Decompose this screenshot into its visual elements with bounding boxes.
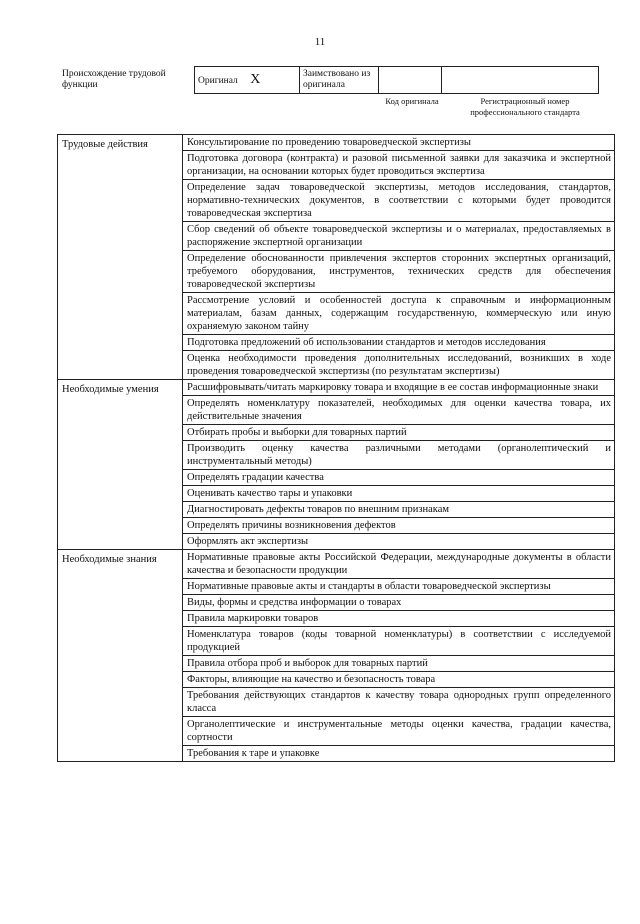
- section-item: Определять градации качества: [183, 470, 615, 486]
- reg-caption: Регистрационный номер профессионального стандарта: [470, 96, 580, 117]
- code-cell: [379, 67, 442, 94]
- section-item: Нормативные правовые акты и стандарты в области товароведческой экспертизы: [183, 579, 615, 595]
- page-number: 11: [314, 36, 326, 48]
- original-cell: [195, 67, 300, 94]
- borrowed-cell: Заимствовано из оригинала: [300, 67, 379, 94]
- function-table: [57, 134, 615, 762]
- table-row: [58, 135, 615, 151]
- section-item: Требования к таре и упаковке: [183, 746, 615, 762]
- original-mark: X: [250, 71, 261, 87]
- section-item: Органолептические и инструментальные методы оценки качества, градации качества, сортности: [183, 717, 615, 746]
- origin-table: [194, 66, 599, 94]
- section-item: Оценивать качество тары и упаковки: [183, 486, 615, 502]
- section-item: Расшифровывать/читать маркировку товара и входящие в ее состав информационные знаки: [183, 380, 615, 396]
- origin-label: Происхождение трудовой функции: [62, 69, 166, 90]
- section-title: Необходимые знания: [58, 550, 183, 762]
- section-item: Определение задач товароведческой экспертизы, методов исследования, стандартов, нормативно-технических документов, в соответствии с которыми будет проводится товароведческая экспертиза: [183, 180, 615, 222]
- section-item: Подготовка предложений об использовании стандартов и методов исследования: [183, 335, 615, 351]
- reg-number-cell: [442, 67, 599, 94]
- section-item: Производить оценку качества различными методами (органолептический и инструментальный методы): [183, 441, 615, 470]
- original-label: Оригинал: [198, 75, 238, 86]
- section-item: Диагностировать дефекты товаров по внешним признакам: [183, 502, 615, 518]
- code-caption: Код оригинала: [385, 96, 439, 106]
- section-item: Определение обоснованности привлечения экспертов сторонних экспертных организаций, требуемого оборудования, инструментов, технических средств для обеспечения товароведческой экспертизы: [183, 251, 615, 293]
- section-item: Правила отбора проб и выборок для товарных партий: [183, 656, 615, 672]
- section-item: Рассмотрение условий и особенностей доступа к справочным и информационным материалам, базам данных, содержащим государственную, коммерческую или иную охраняемую законом тайну: [183, 293, 615, 335]
- table-row: [58, 380, 615, 396]
- section-item: Определять номенклатуру показателей, необходимых для оценки качества товара, их действительные значения: [183, 396, 615, 425]
- section-item: Отбирать пробы и выборки для товарных партий: [183, 425, 615, 441]
- section-title: Трудовые действия: [58, 135, 183, 380]
- section-item: Подготовка договора (контракта) и разовой письменной заявки для заказчика и экспертной организации, на основании которых будет проводиться экспертиза: [183, 151, 615, 180]
- section-item: Оценка необходимости проведения дополнительных исследований, возникших в ходе проведения товароведческой экспертизы (по результатам экспертизы): [183, 351, 615, 380]
- section-item: Номенклатура товаров (коды товарной номенклатуры) в соответствии с исследуемой продукцией: [183, 627, 615, 656]
- section-item: Оформлять акт экспертизы: [183, 534, 615, 550]
- section-item: Виды, формы и средства информации о товарах: [183, 595, 615, 611]
- section-item: Факторы, влияющие на качество и безопасность товара: [183, 672, 615, 688]
- section-item: Правила маркировки товаров: [183, 611, 615, 627]
- section-item: Требования действующих стандартов к качеству товара однородных групп определенного класса: [183, 688, 615, 717]
- section-item: Нормативные правовые акты Российской Федерации, международные документы в области качества и безопасности продукции: [183, 550, 615, 579]
- section-item: Консультирование по проведению товароведческой экспертизы: [183, 135, 615, 151]
- section-item: Сбор сведений об объекте товароведческой экспертизы и о материалах, предоставляемых в распоряжение экспертной организации: [183, 222, 615, 251]
- table-row: [58, 550, 615, 579]
- section-title: Необходимые умения: [58, 380, 183, 550]
- section-item: Определять причины возникновения дефектов: [183, 518, 615, 534]
